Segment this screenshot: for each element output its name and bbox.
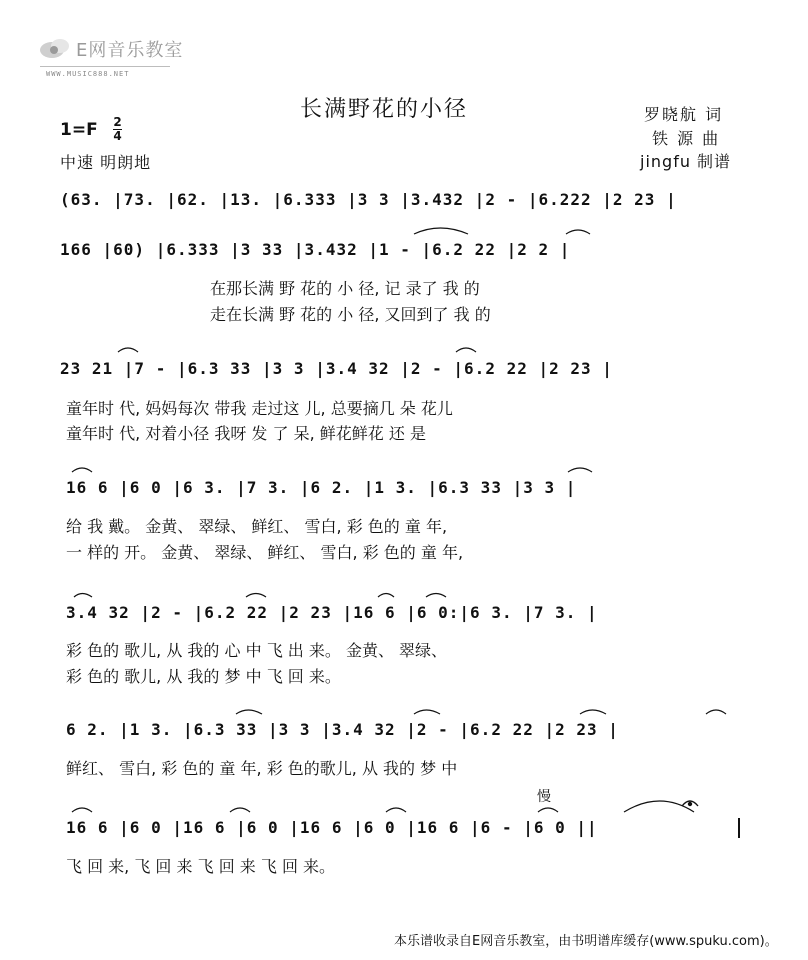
lyric-line-2b: 走在长满 野 花的 小 径, 又回到了 我 的 xyxy=(210,305,491,324)
time-signature-top: 2 xyxy=(113,115,122,129)
tie-mark xyxy=(426,594,446,598)
notation-line-7: 16 6 |6 0 |16 6 |6 0 |16 6 |6 0 |16 6 |6 - |6 0 || xyxy=(66,818,598,837)
logo-url: WWW.MUSIC888.NET xyxy=(46,70,130,78)
tie-mark xyxy=(72,808,92,812)
tie-mark xyxy=(566,230,590,234)
tie-mark xyxy=(414,710,440,714)
notation-line-4: 16 6 |6 0 |6 3. |7 3. |6 2. |1 3. |6.3 33 |3 3 | xyxy=(66,478,577,497)
tie-mark xyxy=(624,801,694,812)
arranger-credit: jingfu 制谱 xyxy=(640,152,732,171)
logo-title: E网音乐教室 xyxy=(76,40,184,61)
notation-line-1: (63. |73. |62. |13. |6.333 |3 3 |3.432 |2 - |6.222 |2 23 | xyxy=(60,190,677,209)
tie-mark xyxy=(236,710,262,714)
notation-line-2: 166 |60) |6.333 |3 33 |3.432 |1 - |6.2 22 |2 2 | xyxy=(60,240,571,259)
tie-mark xyxy=(230,808,250,812)
source-footer: 本乐谱收录自E网音乐教室，由书明谱库缓存(www.spuku.com)。 xyxy=(394,934,778,949)
tie-mark xyxy=(246,594,266,598)
tie-mark xyxy=(74,594,92,598)
tie-mark xyxy=(456,348,476,352)
lyric-line-5a: 彩 色的 歌儿, 从 我的 心 中 飞 出 来。 金黄、 翠绿、 xyxy=(66,641,448,660)
song-title: 长满野花的小径 xyxy=(300,97,469,122)
lyric-line-5b: 彩 色的 歌儿, 从 我的 梦 中 飞 回 来。 xyxy=(66,667,341,686)
time-signature-bottom: 4 xyxy=(113,129,122,143)
fermata-icon xyxy=(682,801,698,806)
composer-credit: 铁 源 曲 xyxy=(652,129,721,148)
tie-mark xyxy=(72,468,92,472)
tie-mark xyxy=(580,710,606,714)
key-signature: 1=F xyxy=(60,120,98,140)
notation-line-5: 3.4 32 |2 - |6.2 22 |2 23 |16 6 |6 0:|6 3. |7 3. | xyxy=(66,603,598,622)
tempo-marking: 中速 明朗地 xyxy=(60,153,152,172)
tie-mark xyxy=(386,808,406,812)
lyricist-credit: 罗晓航 词 xyxy=(644,105,724,124)
lyric-line-3b: 童年时 代, 对着小径 我呀 发 了 呆, 鲜花鲜花 还 是 xyxy=(66,424,426,443)
lyric-line-2a: 在那长满 野 花的 小 径, 记 录了 我 的 xyxy=(210,279,480,298)
tie-mark xyxy=(538,808,558,812)
lyric-line-4a: 给 我 戴。 金黄、 翠绿、 鲜红、 雪白, 彩 色的 童 年, xyxy=(66,517,448,536)
lyric-line-3a: 童年时 代, 妈妈每次 带我 走过这 儿, 总要摘几 朵 花儿 xyxy=(66,399,453,418)
tie-mark xyxy=(378,594,394,598)
tie-mark xyxy=(706,710,726,714)
lyric-line-4b: 一 样的 开。 金黄、 翠绿、 鲜红、 雪白, 彩 色的 童 年, xyxy=(66,543,464,562)
notation-line-6: 6 2. |1 3. |6.3 33 |3 3 |3.4 32 |2 - |6.2 22 |2 23 | xyxy=(66,720,619,739)
lyric-line-7a: 飞 回 来, 飞 回 来 飞 回 来 飞 回 来。 xyxy=(66,857,336,876)
notation-line-3: 23 21 |7 - |6.3 33 |3 3 |3.4 32 |2 - |6.2 22 |2 23 | xyxy=(60,359,613,378)
lyric-line-6a: 鲜红、 雪白, 彩 色的 童 年, 彩 色的歌儿, 从 我的 梦 中 xyxy=(66,759,458,778)
tie-mark xyxy=(118,348,138,352)
tie-mark xyxy=(414,228,468,234)
tie-mark xyxy=(568,468,592,472)
slow-marking: 慢 xyxy=(537,789,551,805)
